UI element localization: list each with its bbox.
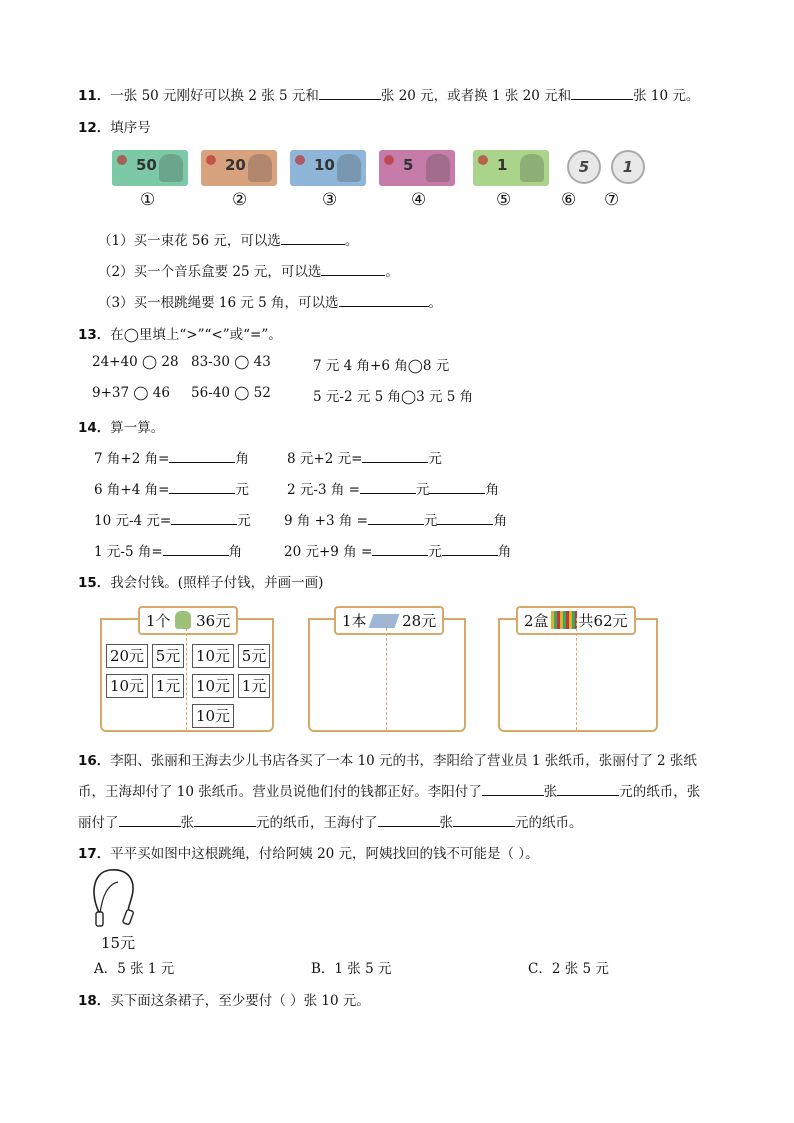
question-12-title: 12．填序号 [78, 120, 151, 136]
compare-item: 24+40 ◯ 28 [92, 354, 179, 370]
money-box: 1元 [238, 674, 270, 698]
answer-blank[interactable] [339, 292, 429, 307]
divider [386, 618, 387, 730]
label-3: ③ [322, 190, 338, 210]
notebook-icon [369, 614, 400, 628]
q12-sub-1: （1）买一束花 56 元，可以选 。 [98, 229, 358, 249]
answer-blank[interactable] [557, 781, 619, 796]
answer-blank[interactable] [321, 261, 385, 276]
banknote-50-image: 50 [112, 150, 188, 186]
money-box: 10元 [192, 644, 234, 668]
payment-panel-notebook[interactable] [308, 612, 466, 732]
answer-blank[interactable] [171, 510, 237, 525]
question-17: 17．平平买如图中这根跳绳，付给阿姨 20 元，阿姨找回的钱不可能是（ ）。 [78, 846, 539, 862]
money-box: 10元 [192, 674, 234, 698]
label-2: ② [232, 190, 248, 210]
answer-blank[interactable] [319, 85, 381, 100]
compare-item: 7 元 4 角+6 角◯8 元 [313, 358, 450, 374]
question-16-line-2: 币，王海却付了 10 张纸币。营业员说他们付的钱都正好。李阳付了 张 元的纸币，张 [78, 780, 700, 800]
money-box: 5元 [238, 644, 270, 668]
answer-blank[interactable] [169, 479, 235, 494]
price-tag: 1本 28元 [334, 606, 444, 635]
answer-blank[interactable] [362, 448, 428, 463]
jump-rope-icon [88, 866, 148, 930]
question-16-line-3: 丽付了 张 元的纸币，王海付了 张 元的纸币。 [78, 811, 583, 831]
payment-panel-crayons[interactable] [498, 612, 658, 732]
label-7: ⑦ [604, 190, 620, 210]
answer-blank[interactable] [453, 812, 515, 827]
money-box: 10元 [106, 674, 148, 698]
answer-blank[interactable] [482, 781, 544, 796]
compare-item: 5 元-2 元 5 角◯3 元 5 角 [313, 389, 474, 405]
calc-item: 1 元-5 角= 角 [94, 540, 242, 560]
backpack-icon [175, 611, 191, 629]
coin-1-jiao-image: 1 [611, 150, 645, 184]
answer-blank[interactable] [163, 541, 229, 556]
label-6: ⑥ [561, 190, 577, 210]
price-tag: 1个 36元 [138, 606, 238, 635]
option-c[interactable]: C．2 张 5 元 [528, 961, 609, 977]
divider [186, 618, 187, 730]
answer-blank[interactable] [372, 541, 428, 556]
answer-blank[interactable] [429, 479, 485, 494]
rope-price: 15元 [101, 934, 136, 952]
question-11: 11．一张 50 元刚好可以换 2 张 5 元和 张 20 元，或者换 1 张 20 元和 张 10 元。 [78, 84, 699, 104]
question-16-line-1: 16．李阳、张丽和王海去少儿书店各买了一本 10 元的书，李阳给了营业员 1 张纸币，张丽付了 2 张纸 [78, 753, 697, 769]
compare-item: 56-40 ◯ 52 [191, 385, 271, 401]
option-a[interactable]: A．5 张 1 元 [94, 961, 175, 977]
calc-item: 2 元-3 角 = 元 角 [287, 478, 499, 498]
answer-blank[interactable] [571, 85, 633, 100]
answer-blank[interactable] [442, 541, 498, 556]
banknote-20-image: 20 [201, 150, 277, 186]
q12-sub-2: （2）买一个音乐盒要 25 元，可以选 。 [98, 260, 399, 280]
question-18: 18．买下面这条裙子，至少要付（ ）张 10 元。 [78, 993, 370, 1009]
answer-blank[interactable] [169, 448, 235, 463]
calc-item: 6 角+4 角= 元 [94, 478, 249, 498]
option-b[interactable]: B．1 张 5 元 [311, 961, 392, 977]
label-1: ① [140, 190, 156, 210]
price-tag: 2盒 共62元 [516, 606, 636, 635]
answer-blank[interactable] [360, 479, 416, 494]
coin-5-jiao-image: 5 [567, 150, 601, 184]
calc-item: 10 元-4 元= 元 [94, 509, 251, 529]
money-box: 1元 [152, 674, 184, 698]
q12-sub-3: （3）买一根跳绳要 16 元 5 角，可以选 。 [98, 291, 442, 311]
banknote-row [112, 150, 645, 186]
question-15-title: 15．我会付钱。(照样子付钱，并画一画) [78, 575, 324, 591]
payment-panel-backpack [100, 612, 274, 732]
answer-blank[interactable] [194, 812, 256, 827]
answer-blank[interactable] [437, 510, 493, 525]
banknote-5-image: 5 [379, 150, 455, 186]
label-5: ⑤ [496, 190, 512, 210]
question-14-title: 14．算一算。 [78, 420, 165, 436]
money-box: 5元 [152, 644, 184, 668]
question-13-title: 13．在◯里填上“>”“<”或“=”。 [78, 327, 282, 343]
calc-item: 7 角+2 角= 角 [94, 447, 249, 467]
calc-item: 9 角 +3 角 = 元 角 [284, 509, 507, 529]
answer-blank[interactable] [368, 510, 424, 525]
money-box: 20元 [106, 644, 148, 668]
calc-item: 8 元+2 元= 元 [287, 447, 442, 467]
money-box: 10元 [192, 704, 234, 728]
crayon-box-icon [551, 611, 577, 629]
answer-blank[interactable] [119, 812, 181, 827]
compare-item: 9+37 ◯ 46 [92, 385, 170, 401]
compare-item: 83-30 ◯ 43 [191, 354, 271, 370]
banknote-10-image: 10 [290, 150, 366, 186]
divider [576, 618, 577, 730]
answer-blank[interactable] [378, 812, 440, 827]
calc-item: 20 元+9 角 = 元 角 [284, 540, 511, 560]
label-4: ④ [411, 190, 427, 210]
answer-blank[interactable] [281, 230, 345, 245]
banknote-1-image: 1 [473, 150, 549, 186]
